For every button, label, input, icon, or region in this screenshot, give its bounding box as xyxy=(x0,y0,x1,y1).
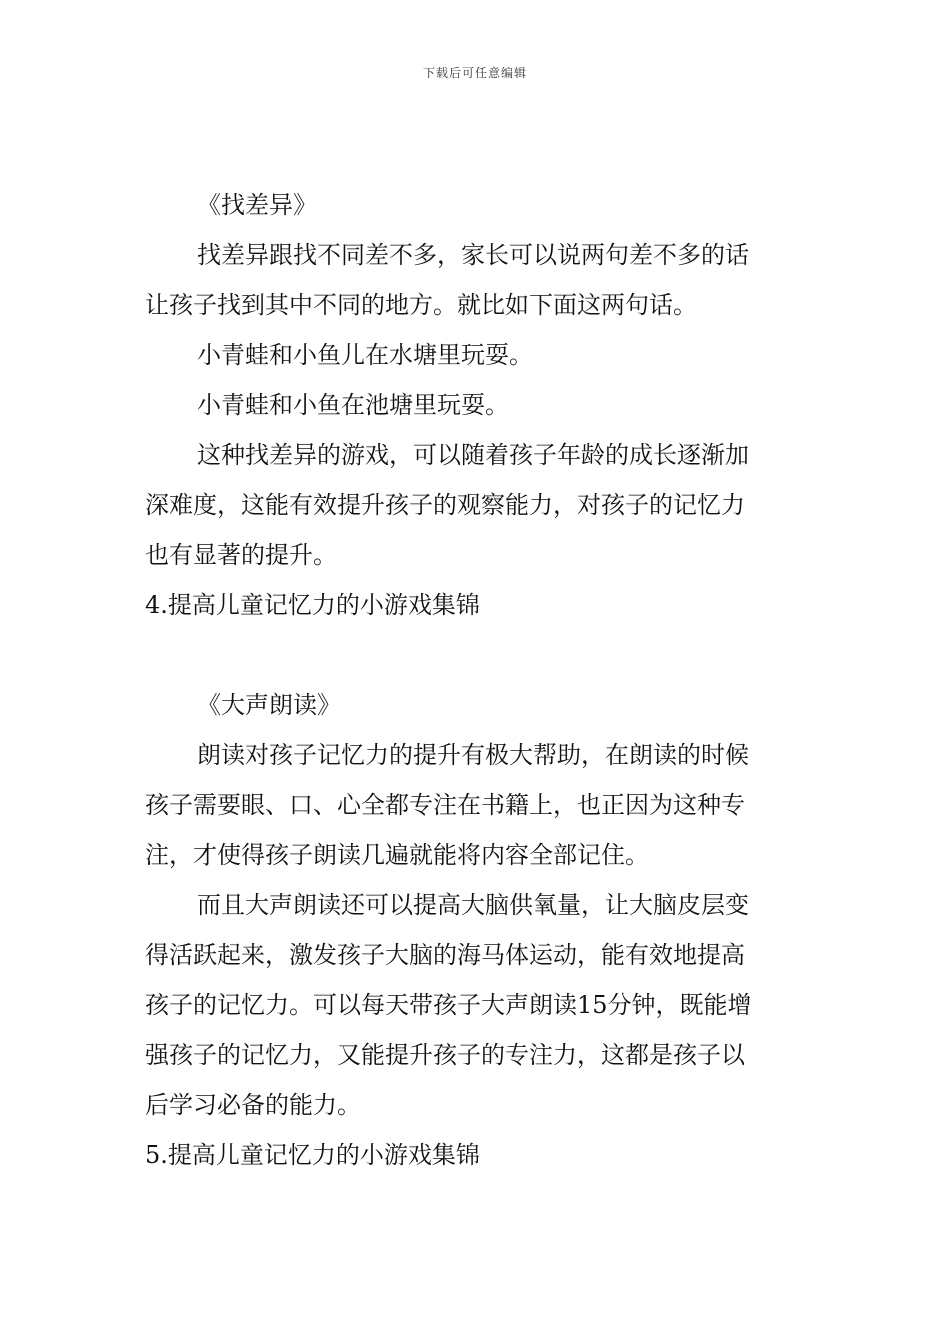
paragraph-line: 而且大声朗读还可以提高大脑供氧量，让大脑皮层变 xyxy=(197,891,749,919)
section-heading-4: 4.提高儿童记忆力的小游戏集锦 xyxy=(145,591,480,619)
paragraph-line: 深难度，这能有效提升孩子的观察能力，对孩子的记忆力 xyxy=(145,491,745,519)
paragraph-line: 得活跃起来，激发孩子大脑的海马体运动，能有效地提高 xyxy=(145,941,745,969)
paragraph-line: 孩子需要眼、口、心全都专注在书籍上，也正因为这种专 xyxy=(145,791,745,819)
section-title-find-differences: 《找差异》 xyxy=(197,191,317,219)
document-body xyxy=(145,180,807,1180)
paragraph-line: 强孩子的记忆力，又能提升孩子的专注力，这都是孩子以 xyxy=(145,1041,745,1069)
paragraph-line: 孩子的记忆力。可以每天带孩子大声朗读15分钟，既能增 xyxy=(145,991,752,1019)
paragraph-line: 朗读对孩子记忆力的提升有极大帮助，在朗读的时候 xyxy=(197,741,749,769)
paragraph-line: 注，才使得孩子朗读几遍就能将内容全部记住。 xyxy=(145,841,649,869)
section-heading-5: 5.提高儿童记忆力的小游戏集锦 xyxy=(145,1141,480,1169)
paragraph-line: 这种找差异的游戏，可以随着孩子年龄的成长逐渐加 xyxy=(197,441,749,469)
paragraph-line: 也有显著的提升。 xyxy=(145,541,337,569)
example-sentence-2: 小青蛙和小鱼在池塘里玩耍。 xyxy=(197,391,509,419)
example-sentence-1: 小青蛙和小鱼儿在水塘里玩耍。 xyxy=(197,341,533,369)
section-title-read-aloud: 《大声朗读》 xyxy=(197,691,341,719)
page-header: 下载后可任意编辑 xyxy=(422,66,527,80)
section-spacer xyxy=(145,630,807,680)
paragraph-line: 后学习必备的能力。 xyxy=(145,1091,361,1119)
paragraph-line: 让孩子找到其中不同的地方。就比如下面这两句话。 xyxy=(145,291,697,319)
paragraph-line: 找差异跟找不同差不多，家长可以说两句差不多的话 xyxy=(197,241,749,269)
